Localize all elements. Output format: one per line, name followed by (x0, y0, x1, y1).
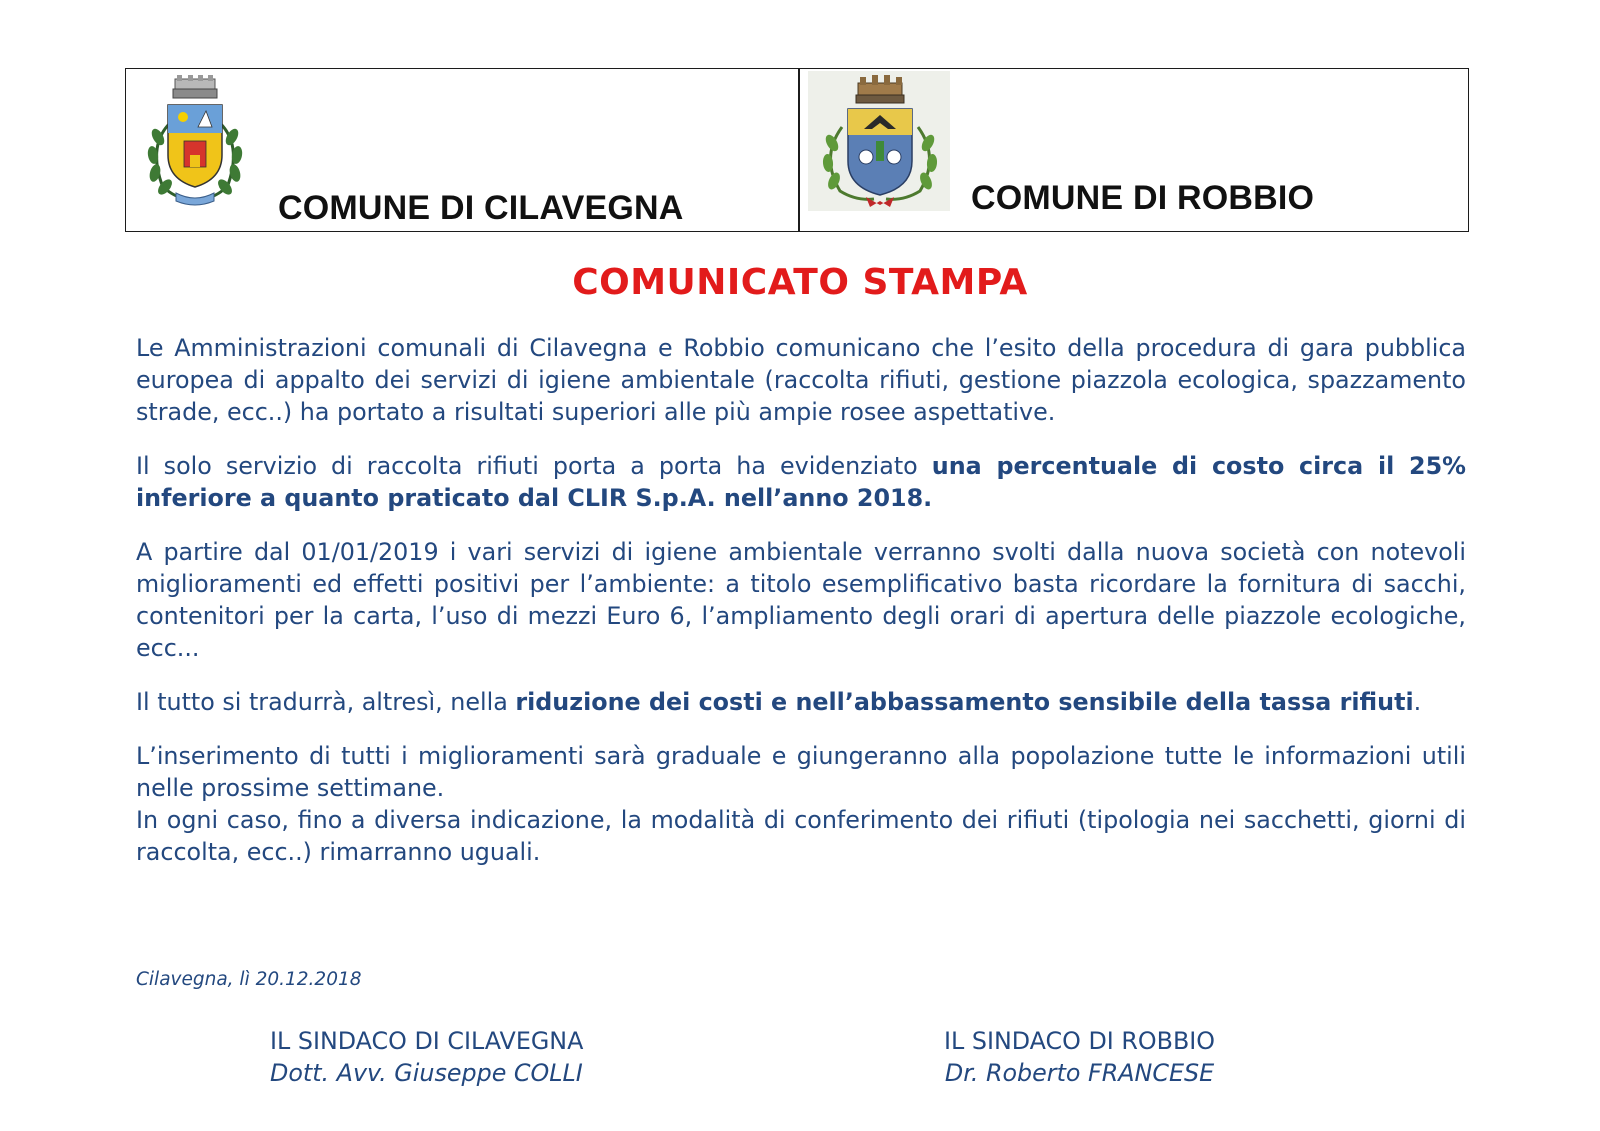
left-comune-title: COMUNE DI CILAVEGNA (278, 189, 684, 227)
paragraph-1: Le Amministrazioni comunali di Cilavegna e Robbio comunicano che l’esito della procedura di gara pubblica europea di appalto dei servizi di igiene ambientale (raccolta rifiuti, gestione piazzola ecologica, spazzamento strade, ecc..) ha portato a risultati superiori alle più ampie rosee aspettative. (136, 334, 1466, 426)
signature-robbio (944, 1025, 1215, 1089)
paragraph-2-bold: una percentuale di costo circa il 25% inferiore a quanto praticato dal CLIR S.p.A. nell’anno 2018. (136, 452, 1466, 512)
press-release-headline: COMUNICATO STAMPA (572, 262, 1028, 303)
cilavegna-coat-of-arms-icon (140, 75, 250, 209)
paragraph-5: L’inserimento di tutti i miglioramenti sarà graduale e giungeranno alla popolazione tutte le informazioni utili nelle prossime settimane. (136, 742, 1466, 802)
right-comune-title: COMUNE DI ROBBIO (971, 179, 1315, 217)
signature-cilavegna (270, 1025, 583, 1089)
signature-cilavegna-role: IL SINDACO DI CILAVEGNA (270, 1027, 584, 1055)
header-box (125, 68, 1469, 232)
paragraph-4-text: Il tutto si tradurrà, altresì, nella (136, 688, 516, 716)
press-release-body (136, 332, 1466, 890)
paragraph-6: In ogni caso, fino a diversa indicazione, la modalità di conferimento dei rifiuti (tipologia nei sacchetti, giorni di raccolta, ecc..) rimarranno uguali. (136, 806, 1466, 866)
paragraph-4-end: . (1413, 688, 1422, 716)
signature-cilavegna-name: Dott. Avv. Giuseppe COLLI (270, 1059, 583, 1087)
paragraph-4 (136, 686, 1466, 718)
signature-robbio-role: IL SINDACO DI ROBBIO (944, 1027, 1216, 1055)
paragraph-4-bold: riduzione dei costi e nell’abbassamento sensibile della tassa rifiuti (515, 688, 1414, 716)
signature-robbio-name: Dr. Roberto FRANCESE (944, 1059, 1215, 1087)
paragraph-3: A partire dal 01/01/2019 i vari servizi di igiene ambientale verranno svolti dalla nuova società con notevoli miglioramenti ed effetti positivi per l’ambiente: a titolo esemplificativo basta ricordare la fornitura di sacchi, contenitori per la carta, l’uso di mezzi Euro 6, l’ampliamento degli orari di apertura delle piazzole ecologiche, ecc... (136, 538, 1466, 662)
robbio-coat-of-arms-icon (816, 73, 944, 209)
paragraph-2 (136, 450, 1466, 514)
header-divider (798, 69, 800, 231)
paragraph-2-text: Il solo servizio di raccolta rifiuti porta a porta ha evidenziato (136, 452, 932, 480)
date-line: Cilavegna, lì 20.12.2018 (136, 969, 362, 990)
